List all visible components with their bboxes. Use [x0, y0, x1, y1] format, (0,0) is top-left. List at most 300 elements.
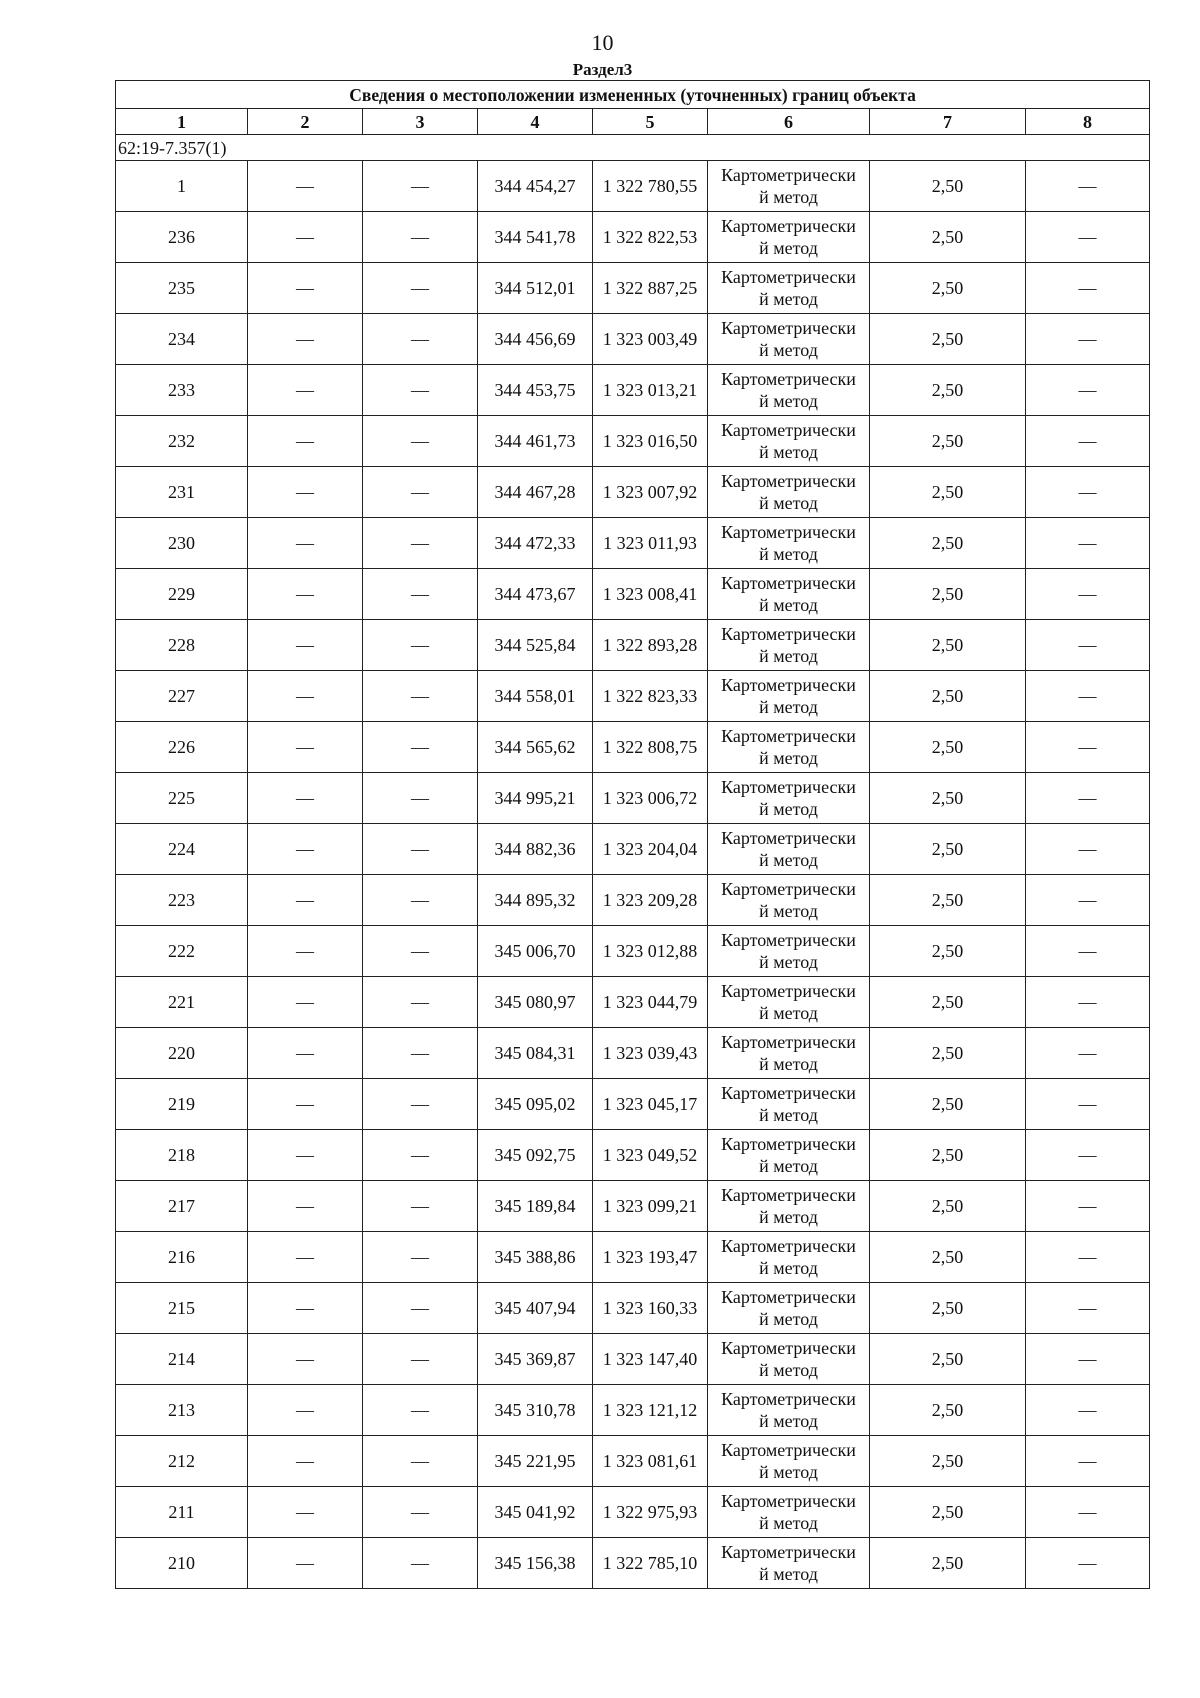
accuracy-cell: 2,50 [870, 518, 1026, 569]
method-text-line1: Картометрически [721, 165, 856, 185]
y-coordinate-cell: 1 323 193,47 [593, 1232, 708, 1283]
y-coordinate-cell: 1 323 003,49 [593, 314, 708, 365]
method-text-line2: й метод [759, 646, 818, 666]
column-header: 1 [116, 109, 248, 135]
method-text-line2: й метод [759, 1360, 818, 1380]
point-number-cell: 235 [116, 263, 248, 314]
column-8-cell: — [1026, 314, 1150, 365]
column-3-cell: — [363, 620, 478, 671]
column-8-cell: — [1026, 773, 1150, 824]
x-coordinate-cell: 344 525,84 [478, 620, 593, 671]
x-coordinate-cell: 344 882,36 [478, 824, 593, 875]
table-row [116, 926, 1150, 977]
method-cell [708, 824, 870, 875]
column-3-cell: — [363, 1436, 478, 1487]
y-coordinate-cell: 1 322 975,93 [593, 1487, 708, 1538]
method-cell [708, 671, 870, 722]
method-text-line2: й метод [759, 1156, 818, 1176]
table-row [116, 620, 1150, 671]
method-text-line2: й метод [759, 340, 818, 360]
y-coordinate-cell: 1 323 121,12 [593, 1385, 708, 1436]
cadastral-number-row [116, 135, 1150, 161]
x-coordinate-cell: 345 369,87 [478, 1334, 593, 1385]
column-2-cell: — [248, 671, 363, 722]
method-cell [708, 977, 870, 1028]
column-8-cell: — [1026, 1130, 1150, 1181]
accuracy-cell: 2,50 [870, 161, 1026, 212]
x-coordinate-cell: 344 456,69 [478, 314, 593, 365]
column-header: 5 [593, 109, 708, 135]
column-3-cell: — [363, 365, 478, 416]
column-8-cell: — [1026, 212, 1150, 263]
method-text-line1: Картометрически [721, 1236, 856, 1256]
method-cell [708, 620, 870, 671]
method-cell [708, 1538, 870, 1589]
point-number-cell: 228 [116, 620, 248, 671]
column-3-cell: — [363, 1130, 478, 1181]
method-cell [708, 1283, 870, 1334]
method-cell [708, 212, 870, 263]
y-coordinate-cell: 1 323 209,28 [593, 875, 708, 926]
accuracy-cell: 2,50 [870, 875, 1026, 926]
x-coordinate-cell: 345 156,38 [478, 1538, 593, 1589]
coordinates-table [115, 80, 1150, 1589]
column-header: 4 [478, 109, 593, 135]
method-cell [708, 1487, 870, 1538]
x-coordinate-cell: 345 189,84 [478, 1181, 593, 1232]
column-8-cell: — [1026, 620, 1150, 671]
column-3-cell: — [363, 1385, 478, 1436]
column-3-cell: — [363, 569, 478, 620]
table-row [116, 1028, 1150, 1079]
table-row [116, 671, 1150, 722]
table-row [116, 1232, 1150, 1283]
y-coordinate-cell: 1 323 012,88 [593, 926, 708, 977]
method-text-line2: й метод [759, 697, 818, 717]
y-coordinate-cell: 1 322 822,53 [593, 212, 708, 263]
x-coordinate-cell: 344 512,01 [478, 263, 593, 314]
x-coordinate-cell: 344 473,67 [478, 569, 593, 620]
point-number-cell: 210 [116, 1538, 248, 1589]
method-text-line2: й метод [759, 493, 818, 513]
method-cell [708, 1385, 870, 1436]
column-8-cell: — [1026, 416, 1150, 467]
method-text-line1: Картометрически [721, 1389, 856, 1409]
column-3-cell: — [363, 671, 478, 722]
y-coordinate-cell: 1 322 893,28 [593, 620, 708, 671]
column-3-cell: — [363, 773, 478, 824]
accuracy-cell: 2,50 [870, 926, 1026, 977]
method-cell [708, 263, 870, 314]
method-cell [708, 722, 870, 773]
method-text-line2: й метод [759, 1003, 818, 1023]
method-cell [708, 518, 870, 569]
column-8-cell: — [1026, 875, 1150, 926]
point-number-cell: 226 [116, 722, 248, 773]
table-row [116, 263, 1150, 314]
table-row [116, 518, 1150, 569]
column-8-cell: — [1026, 1028, 1150, 1079]
column-2-cell: — [248, 1538, 363, 1589]
column-8-cell: — [1026, 1283, 1150, 1334]
y-coordinate-cell: 1 323 147,40 [593, 1334, 708, 1385]
method-text-line1: Картометрически [721, 726, 856, 746]
table-row [116, 722, 1150, 773]
table-caption-row [116, 81, 1150, 109]
y-coordinate-cell: 1 323 013,21 [593, 365, 708, 416]
table-row [116, 1079, 1150, 1130]
point-number-cell: 213 [116, 1385, 248, 1436]
method-text-line2: й метод [759, 1513, 818, 1533]
point-number-cell: 216 [116, 1232, 248, 1283]
method-text-line1: Картометрически [721, 1287, 856, 1307]
method-text-line1: Картометрически [721, 318, 856, 338]
table-row [116, 977, 1150, 1028]
x-coordinate-cell: 344 995,21 [478, 773, 593, 824]
method-text-line1: Картометрически [721, 573, 856, 593]
point-number-cell: 1 [116, 161, 248, 212]
y-coordinate-cell: 1 323 045,17 [593, 1079, 708, 1130]
method-cell [708, 1028, 870, 1079]
method-text-line1: Картометрически [721, 777, 856, 797]
table-row [116, 1436, 1150, 1487]
column-2-cell: — [248, 467, 363, 518]
column-3-cell: — [363, 467, 478, 518]
method-text-line2: й метод [759, 187, 818, 207]
accuracy-cell: 2,50 [870, 263, 1026, 314]
y-coordinate-cell: 1 323 008,41 [593, 569, 708, 620]
table-row [116, 365, 1150, 416]
column-8-cell: — [1026, 365, 1150, 416]
y-coordinate-cell: 1 323 049,52 [593, 1130, 708, 1181]
point-number-cell: 225 [116, 773, 248, 824]
accuracy-cell: 2,50 [870, 1130, 1026, 1181]
column-2-cell: — [248, 1487, 363, 1538]
table-row [116, 1487, 1150, 1538]
y-coordinate-cell: 1 323 016,50 [593, 416, 708, 467]
column-2-cell: — [248, 1436, 363, 1487]
accuracy-cell: 2,50 [870, 1385, 1026, 1436]
column-8-cell: — [1026, 824, 1150, 875]
accuracy-cell: 2,50 [870, 365, 1026, 416]
table-row [116, 416, 1150, 467]
accuracy-cell: 2,50 [870, 671, 1026, 722]
accuracy-cell: 2,50 [870, 1436, 1026, 1487]
method-text-line1: Картометрически [721, 675, 856, 695]
y-coordinate-cell: 1 322 823,33 [593, 671, 708, 722]
column-2-cell: — [248, 1079, 363, 1130]
column-3-cell: — [363, 824, 478, 875]
accuracy-cell: 2,50 [870, 1487, 1026, 1538]
column-8-cell: — [1026, 1079, 1150, 1130]
table-row [116, 1538, 1150, 1589]
column-2-cell: — [248, 161, 363, 212]
method-text-line1: Картометрически [721, 216, 856, 236]
column-3-cell: — [363, 1079, 478, 1130]
method-cell [708, 1130, 870, 1181]
column-header-row [116, 109, 1150, 135]
accuracy-cell: 2,50 [870, 467, 1026, 518]
accuracy-cell: 2,50 [870, 569, 1026, 620]
column-2-cell: — [248, 722, 363, 773]
column-8-cell: — [1026, 569, 1150, 620]
table-row [116, 161, 1150, 212]
point-number-cell: 234 [116, 314, 248, 365]
column-3-cell: — [363, 161, 478, 212]
method-text-line2: й метод [759, 595, 818, 615]
column-8-cell: — [1026, 518, 1150, 569]
column-2-cell: — [248, 1232, 363, 1283]
method-text-line1: Картометрически [721, 1134, 856, 1154]
column-header: 8 [1026, 109, 1150, 135]
point-number-cell: 227 [116, 671, 248, 722]
column-8-cell: — [1026, 1232, 1150, 1283]
point-number-cell: 218 [116, 1130, 248, 1181]
method-text-line1: Картометрически [721, 624, 856, 644]
column-3-cell: — [363, 263, 478, 314]
method-text-line2: й метод [759, 748, 818, 768]
y-coordinate-cell: 1 323 007,92 [593, 467, 708, 518]
column-2-cell: — [248, 1334, 363, 1385]
method-text-line2: й метод [759, 544, 818, 564]
point-number-cell: 217 [116, 1181, 248, 1232]
point-number-cell: 221 [116, 977, 248, 1028]
x-coordinate-cell: 345 407,94 [478, 1283, 593, 1334]
method-text-line2: й метод [759, 1258, 818, 1278]
column-2-cell: — [248, 212, 363, 263]
column-header: 7 [870, 109, 1026, 135]
method-text-line1: Картометрически [721, 1491, 856, 1511]
column-header: 3 [363, 109, 478, 135]
column-3-cell: — [363, 722, 478, 773]
x-coordinate-cell: 344 565,62 [478, 722, 593, 773]
table-row [116, 569, 1150, 620]
point-number-cell: 224 [116, 824, 248, 875]
method-text-line2: й метод [759, 391, 818, 411]
method-cell [708, 1436, 870, 1487]
x-coordinate-cell: 345 095,02 [478, 1079, 593, 1130]
column-3-cell: — [363, 1283, 478, 1334]
column-2-cell: — [248, 875, 363, 926]
table-row [116, 824, 1150, 875]
method-cell [708, 467, 870, 518]
column-2-cell: — [248, 416, 363, 467]
table-row [116, 773, 1150, 824]
column-8-cell: — [1026, 1385, 1150, 1436]
method-text-line1: Картометрически [721, 1542, 856, 1562]
column-2-cell: — [248, 365, 363, 416]
method-cell [708, 773, 870, 824]
accuracy-cell: 2,50 [870, 620, 1026, 671]
column-3-cell: — [363, 212, 478, 263]
method-text-line2: й метод [759, 1207, 818, 1227]
accuracy-cell: 2,50 [870, 722, 1026, 773]
method-cell [708, 1232, 870, 1283]
method-text-line2: й метод [759, 1564, 818, 1584]
table-row [116, 467, 1150, 518]
accuracy-cell: 2,50 [870, 416, 1026, 467]
table-row [116, 1334, 1150, 1385]
method-cell [708, 1079, 870, 1130]
column-3-cell: — [363, 1181, 478, 1232]
method-cell [708, 416, 870, 467]
x-coordinate-cell: 344 895,32 [478, 875, 593, 926]
y-coordinate-cell: 1 323 044,79 [593, 977, 708, 1028]
method-text-line1: Картометрически [721, 369, 856, 389]
method-cell [708, 314, 870, 365]
point-number-cell: 212 [116, 1436, 248, 1487]
column-2-cell: — [248, 1028, 363, 1079]
column-8-cell: — [1026, 977, 1150, 1028]
column-2-cell: — [248, 1283, 363, 1334]
column-8-cell: — [1026, 263, 1150, 314]
column-header: 6 [708, 109, 870, 135]
x-coordinate-cell: 345 092,75 [478, 1130, 593, 1181]
method-text-line1: Картометрически [721, 471, 856, 491]
table-caption: Сведения о местоположении измененных (уточненных) границ объекта [116, 81, 1150, 109]
method-text-line1: Картометрически [721, 981, 856, 1001]
x-coordinate-cell: 345 310,78 [478, 1385, 593, 1436]
point-number-cell: 229 [116, 569, 248, 620]
method-text-line1: Картометрически [721, 267, 856, 287]
accuracy-cell: 2,50 [870, 212, 1026, 263]
y-coordinate-cell: 1 323 160,33 [593, 1283, 708, 1334]
point-number-cell: 231 [116, 467, 248, 518]
point-number-cell: 233 [116, 365, 248, 416]
page-number: 10 [591, 30, 614, 55]
method-text-line1: Картометрически [721, 1185, 856, 1205]
column-3-cell: — [363, 926, 478, 977]
x-coordinate-cell: 344 454,27 [478, 161, 593, 212]
column-8-cell: — [1026, 161, 1150, 212]
y-coordinate-cell: 1 323 006,72 [593, 773, 708, 824]
method-text-line2: й метод [759, 1309, 818, 1329]
method-text-line1: Картометрически [721, 1338, 856, 1358]
accuracy-cell: 2,50 [870, 773, 1026, 824]
accuracy-cell: 2,50 [870, 1232, 1026, 1283]
y-coordinate-cell: 1 323 081,61 [593, 1436, 708, 1487]
method-cell [708, 875, 870, 926]
column-2-cell: — [248, 263, 363, 314]
accuracy-cell: 2,50 [870, 977, 1026, 1028]
accuracy-cell: 2,50 [870, 314, 1026, 365]
method-text-line2: й метод [759, 238, 818, 258]
y-coordinate-cell: 1 323 099,21 [593, 1181, 708, 1232]
method-text-line2: й метод [759, 289, 818, 309]
method-text-line1: Картометрически [721, 1032, 856, 1052]
column-2-cell: — [248, 1385, 363, 1436]
column-2-cell: — [248, 314, 363, 365]
point-number-cell: 236 [116, 212, 248, 263]
method-text-line2: й метод [759, 850, 818, 870]
x-coordinate-cell: 344 461,73 [478, 416, 593, 467]
column-3-cell: — [363, 314, 478, 365]
accuracy-cell: 2,50 [870, 1538, 1026, 1589]
point-number-cell: 223 [116, 875, 248, 926]
accuracy-cell: 2,50 [870, 1079, 1026, 1130]
y-coordinate-cell: 1 323 011,93 [593, 518, 708, 569]
column-2-cell: — [248, 620, 363, 671]
method-text-line2: й метод [759, 1054, 818, 1074]
point-number-cell: 219 [116, 1079, 248, 1130]
column-8-cell: — [1026, 1487, 1150, 1538]
point-number-cell: 211 [116, 1487, 248, 1538]
table-row [116, 875, 1150, 926]
table-row [116, 212, 1150, 263]
method-text-line1: Картометрически [721, 420, 856, 440]
column-3-cell: — [363, 875, 478, 926]
method-text-line1: Картометрически [721, 1083, 856, 1103]
x-coordinate-cell: 345 041,92 [478, 1487, 593, 1538]
column-3-cell: — [363, 1538, 478, 1589]
table-row [116, 1385, 1150, 1436]
column-2-cell: — [248, 926, 363, 977]
y-coordinate-cell: 1 322 887,25 [593, 263, 708, 314]
column-2-cell: — [248, 773, 363, 824]
column-8-cell: — [1026, 1181, 1150, 1232]
method-cell [708, 161, 870, 212]
column-8-cell: — [1026, 467, 1150, 518]
x-coordinate-cell: 344 467,28 [478, 467, 593, 518]
table-row [116, 1130, 1150, 1181]
x-coordinate-cell: 344 558,01 [478, 671, 593, 722]
column-3-cell: — [363, 977, 478, 1028]
column-header: 2 [248, 109, 363, 135]
method-text-line1: Картометрически [721, 522, 856, 542]
section-title: Раздел3 [572, 60, 633, 79]
x-coordinate-cell: 345 006,70 [478, 926, 593, 977]
method-text-line1: Картометрически [721, 930, 856, 950]
x-coordinate-cell: 344 453,75 [478, 365, 593, 416]
column-3-cell: — [363, 1028, 478, 1079]
method-cell [708, 1334, 870, 1385]
point-number-cell: 222 [116, 926, 248, 977]
method-text-line1: Картометрически [721, 1440, 856, 1460]
column-2-cell: — [248, 824, 363, 875]
x-coordinate-cell: 345 080,97 [478, 977, 593, 1028]
method-text-line1: Картометрически [721, 879, 856, 899]
table-row [116, 1283, 1150, 1334]
accuracy-cell: 2,50 [870, 1334, 1026, 1385]
column-8-cell: — [1026, 671, 1150, 722]
column-2-cell: — [248, 1181, 363, 1232]
point-number-cell: 214 [116, 1334, 248, 1385]
point-number-cell: 215 [116, 1283, 248, 1334]
method-text-line1: Картометрически [721, 828, 856, 848]
x-coordinate-cell: 345 084,31 [478, 1028, 593, 1079]
accuracy-cell: 2,50 [870, 1181, 1026, 1232]
y-coordinate-cell: 1 323 204,04 [593, 824, 708, 875]
method-text-line2: й метод [759, 952, 818, 972]
method-cell [708, 926, 870, 977]
point-number-cell: 230 [116, 518, 248, 569]
column-8-cell: — [1026, 1538, 1150, 1589]
method-text-line2: й метод [759, 901, 818, 921]
cadastral-number: 62:19-7.357(1) [116, 135, 1150, 161]
column-8-cell: — [1026, 1436, 1150, 1487]
table-row [116, 314, 1150, 365]
method-text-line2: й метод [759, 1462, 818, 1482]
method-text-line2: й метод [759, 1411, 818, 1431]
column-2-cell: — [248, 1130, 363, 1181]
y-coordinate-cell: 1 323 039,43 [593, 1028, 708, 1079]
x-coordinate-cell: 345 388,86 [478, 1232, 593, 1283]
table-row [116, 1181, 1150, 1232]
column-3-cell: — [363, 1232, 478, 1283]
method-text-line2: й метод [759, 442, 818, 462]
column-8-cell: — [1026, 722, 1150, 773]
y-coordinate-cell: 1 322 785,10 [593, 1538, 708, 1589]
